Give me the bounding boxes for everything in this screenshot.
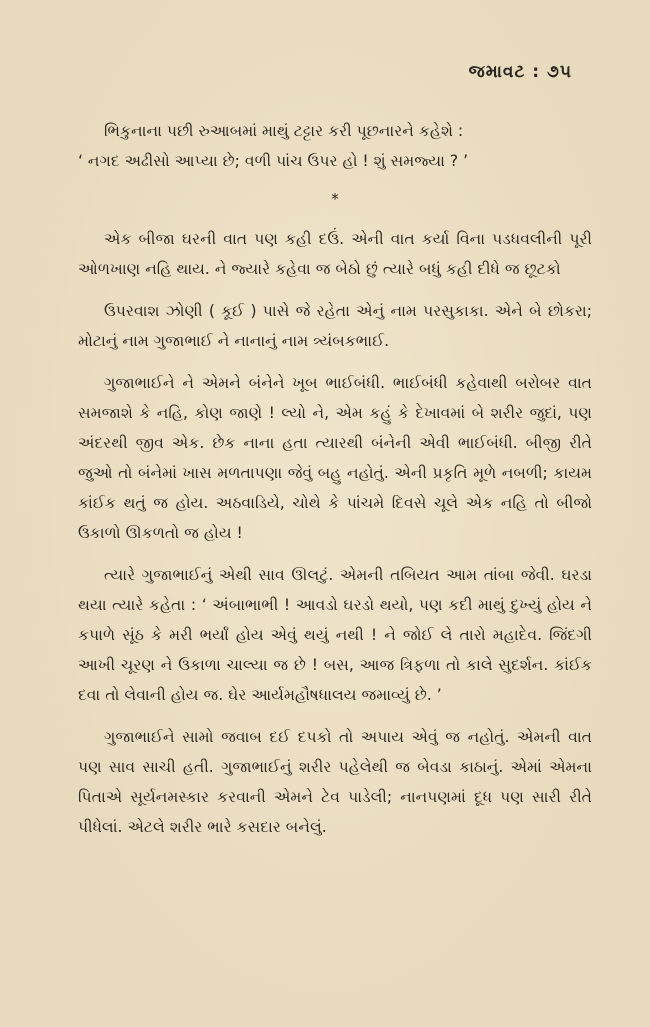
paragraph-2: ‘ નગદ અઢીસો આપ્યા છે; વળી પાંચ ઉપર હો ! શું સમજ્યા ? ’ [78, 152, 469, 170]
paragraph-7: ગુજાભાઈને સામો જવાબ દઈ દપકો તો અપાય એવું જ નહોતું. એમની વાત પણ સાવ સાચી હતી. ગુજાભાઈનું શરીર પહેલેથી જ બેવડા કાઠાનું. એમાં એમના પિતાએ સૂર્યનમસ્કાર કરવાની એમને ટેવ પાડેલી; નાનપણમાં દૂધ પણ સારી રીતે પીધેલાં. એટલે શરીર ભારે કસદાર બનેલું. [78, 728, 592, 836]
paragraph-6: ત્યારે ગુજાભાઈનું એથી સાવ ઊલટું. એમની તબિયત આમ તાંબા જેવી. ઘરડા થયા ત્યારે કહેતા : ‘ અંબાભાભી ! આવડો ઘરડો થયો, પણ કદી માથું દુખ્યું હોય ને કપાળે સૂંઠ કે મરી ભર્યાં હોય એવું થયું નથી ! ને જોઈ લે તારો મહાદેવ. જિંદગી આખી ચૂરણ ને ઉકાળા ચાલ્યા જ છે ! બસ, આજ ત્રિફળા તો કાલે સુદર્શન. કાંઈક દવા તો લેવાની હોય જ. ઘેર આર્યમહૌષધાલય જમાવ્યું છે. ’ [78, 566, 592, 704]
running-header: જમાવટ : ૭૫ [468, 62, 572, 82]
section-separator: * [331, 190, 339, 208]
paragraph-1: ભિકુનાના પછી રુઆબમાં માથું ટટ્ટાર કરી પૂછનારને કહેશે : [104, 122, 464, 140]
paragraph-3: એક બીજા ઘરની વાત પણ કહી દઉં. એની વાત કર્યા વિના પડધવલીની પૂરી ઓળખાણ નહિ થાય. ને જ્યારે કહેવા જ બેઠો છું ત્યારે બધું કહી દીધે જ છૂટકો [78, 230, 592, 278]
paragraph-4: ઉપરવાશ ઝોણી ( કૂઈ ) પાસે જે રહેતા એનું નામ પરસુકાકા. એને બે છોકરા; મોટાનું નામ ગુજાભાઈ ને નાનાનું નામ ત્ર્યંબકભાઈ. [78, 302, 592, 350]
paragraph-5: ગુજાભાઈને ને એમને બંનેને ખૂબ ભાઈબંધી. ભાઈબંધી કહેવાથી બરોબર વાત સમજાશે કે નહિ, કોણ જાણે ! લ્યો ને, એમ કહું કે દેખાવમાં બે શરીર જુદાં, પણ અંદરથી જીવ એક. છેક નાના હતા ત્યારથી બંનેની એવી ભાઈબંધી. બીજી રીતે જુઓ તો બંનેમાં ખાસ મળતાપણા જેવું બહુ નહોતું. એની પ્રકૃતિ મૂળે નબળી; કાયમ કાંઈક થતું જ હોય. અઠવાડિયે, ચોથે કે પાંચમે દિવસે ચૂલે એક નહિ તો બીજો ઉકાળો ઊકળતો જ હોય ! [78, 374, 592, 542]
